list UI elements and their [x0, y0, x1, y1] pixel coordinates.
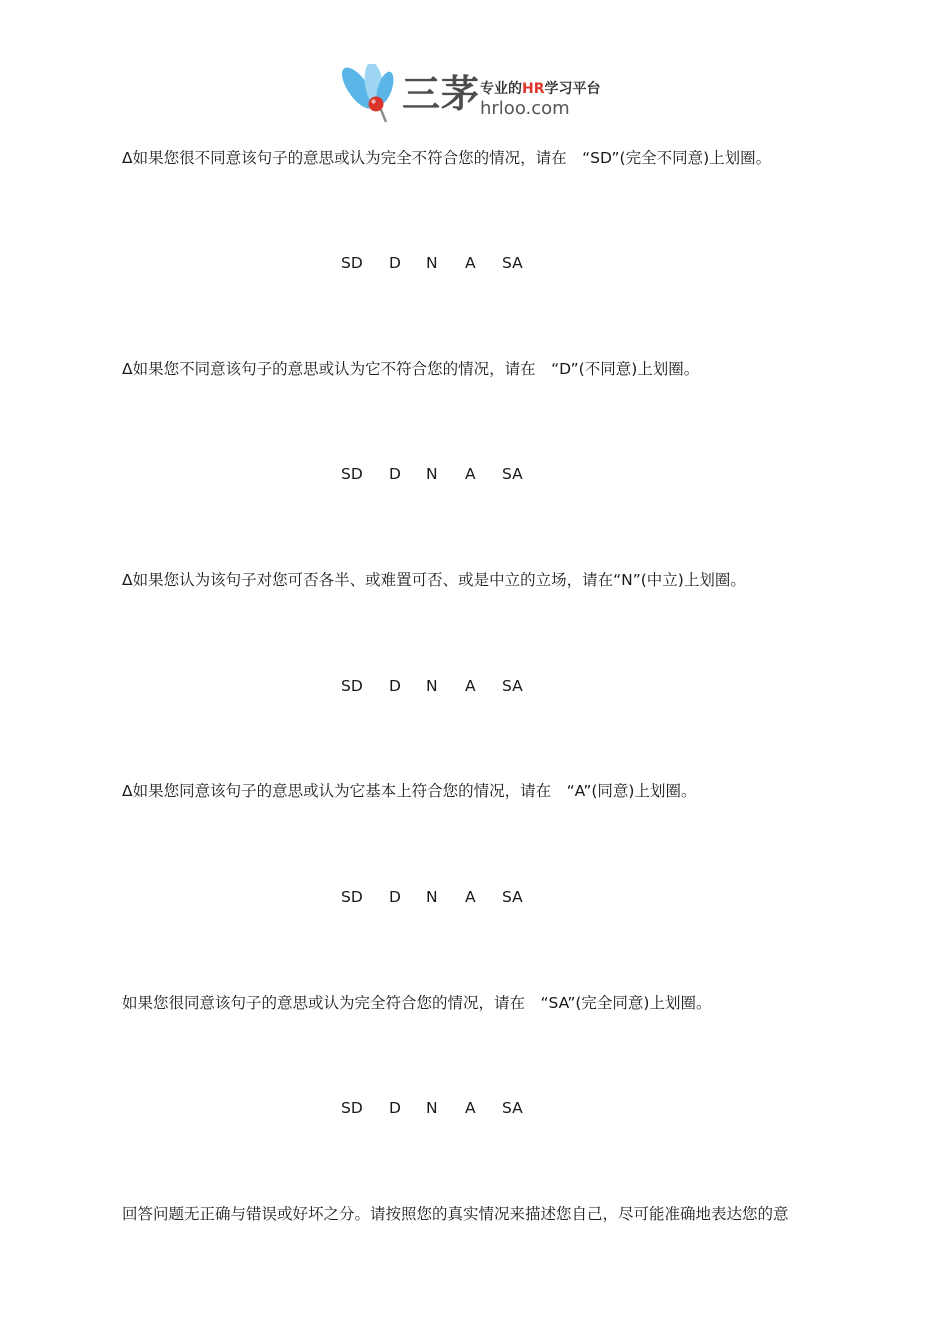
scale-option-n: N: [426, 254, 438, 272]
scale-option-d: D: [389, 254, 401, 272]
scale-option-sa: SA: [502, 254, 523, 272]
scale-option-sa: SA: [502, 1099, 523, 1117]
scale-option-sd: SD: [341, 677, 363, 695]
scale-option-sd: SD: [341, 1099, 363, 1117]
instruction-disagree: Δ如果您不同意该句子的意思或认为它不符合您的情况，请在 “D”(不同意)上划圈。: [122, 360, 700, 378]
brand-tagline: [480, 80, 601, 98]
brand-name: 三茅: [402, 72, 481, 116]
answer-guidance-text: 回答问题无正确与错误或好坏之分。请按照您的真实情况来描述您自己，尽可能准确地表达您的意: [122, 1205, 789, 1223]
scale-option-d: D: [389, 677, 401, 695]
scale-option-d: D: [389, 465, 401, 483]
scale-option-sd: SD: [341, 888, 363, 906]
scale-option-n: N: [426, 465, 438, 483]
instruction-neutral: Δ如果您认为该句子对您可否各半、或难置可否、或是中立的立场，请在“N”(中立)上划圈。: [122, 571, 746, 589]
scale-option-a: A: [465, 465, 476, 483]
scale-option-sd: SD: [341, 254, 363, 272]
instruction-agree: Δ如果您同意该句子的意思或认为它基本上符合您的情况，请在 “A”(同意)上划圈。: [122, 782, 697, 800]
scale-option-d: D: [389, 888, 401, 906]
scale-option-sa: SA: [502, 465, 523, 483]
tagline-pre: 专业的: [480, 81, 522, 97]
tagline-hr: HR: [522, 81, 545, 97]
instruction-strongly-disagree: Δ如果您很不同意该句子的意思或认为完全不符合您的情况，请在 “SD”(完全不同意)上划圈。: [122, 149, 772, 167]
scale-option-a: A: [465, 888, 476, 906]
scale-option-a: A: [465, 1099, 476, 1117]
scale-option-sd: SD: [341, 465, 363, 483]
scale-option-sa: SA: [502, 888, 523, 906]
scale-option-n: N: [426, 677, 438, 695]
tagline-post: 学习平台: [544, 81, 601, 97]
scale-option-d: D: [389, 1099, 401, 1117]
scale-option-sa: SA: [502, 677, 523, 695]
scale-option-n: N: [426, 888, 438, 906]
scale-option-n: N: [426, 1099, 438, 1117]
hrloo-logo: [338, 64, 628, 132]
dragonfly-logo-icon: [338, 64, 400, 132]
instruction-strongly-agree: 如果您很同意该句子的意思或认为完全符合您的情况，请在 “SA”(完全同意)上划圈。: [122, 994, 712, 1012]
scale-option-a: A: [465, 677, 476, 695]
brand-domain: hrloo.com: [480, 98, 570, 119]
scale-option-a: A: [465, 254, 476, 272]
